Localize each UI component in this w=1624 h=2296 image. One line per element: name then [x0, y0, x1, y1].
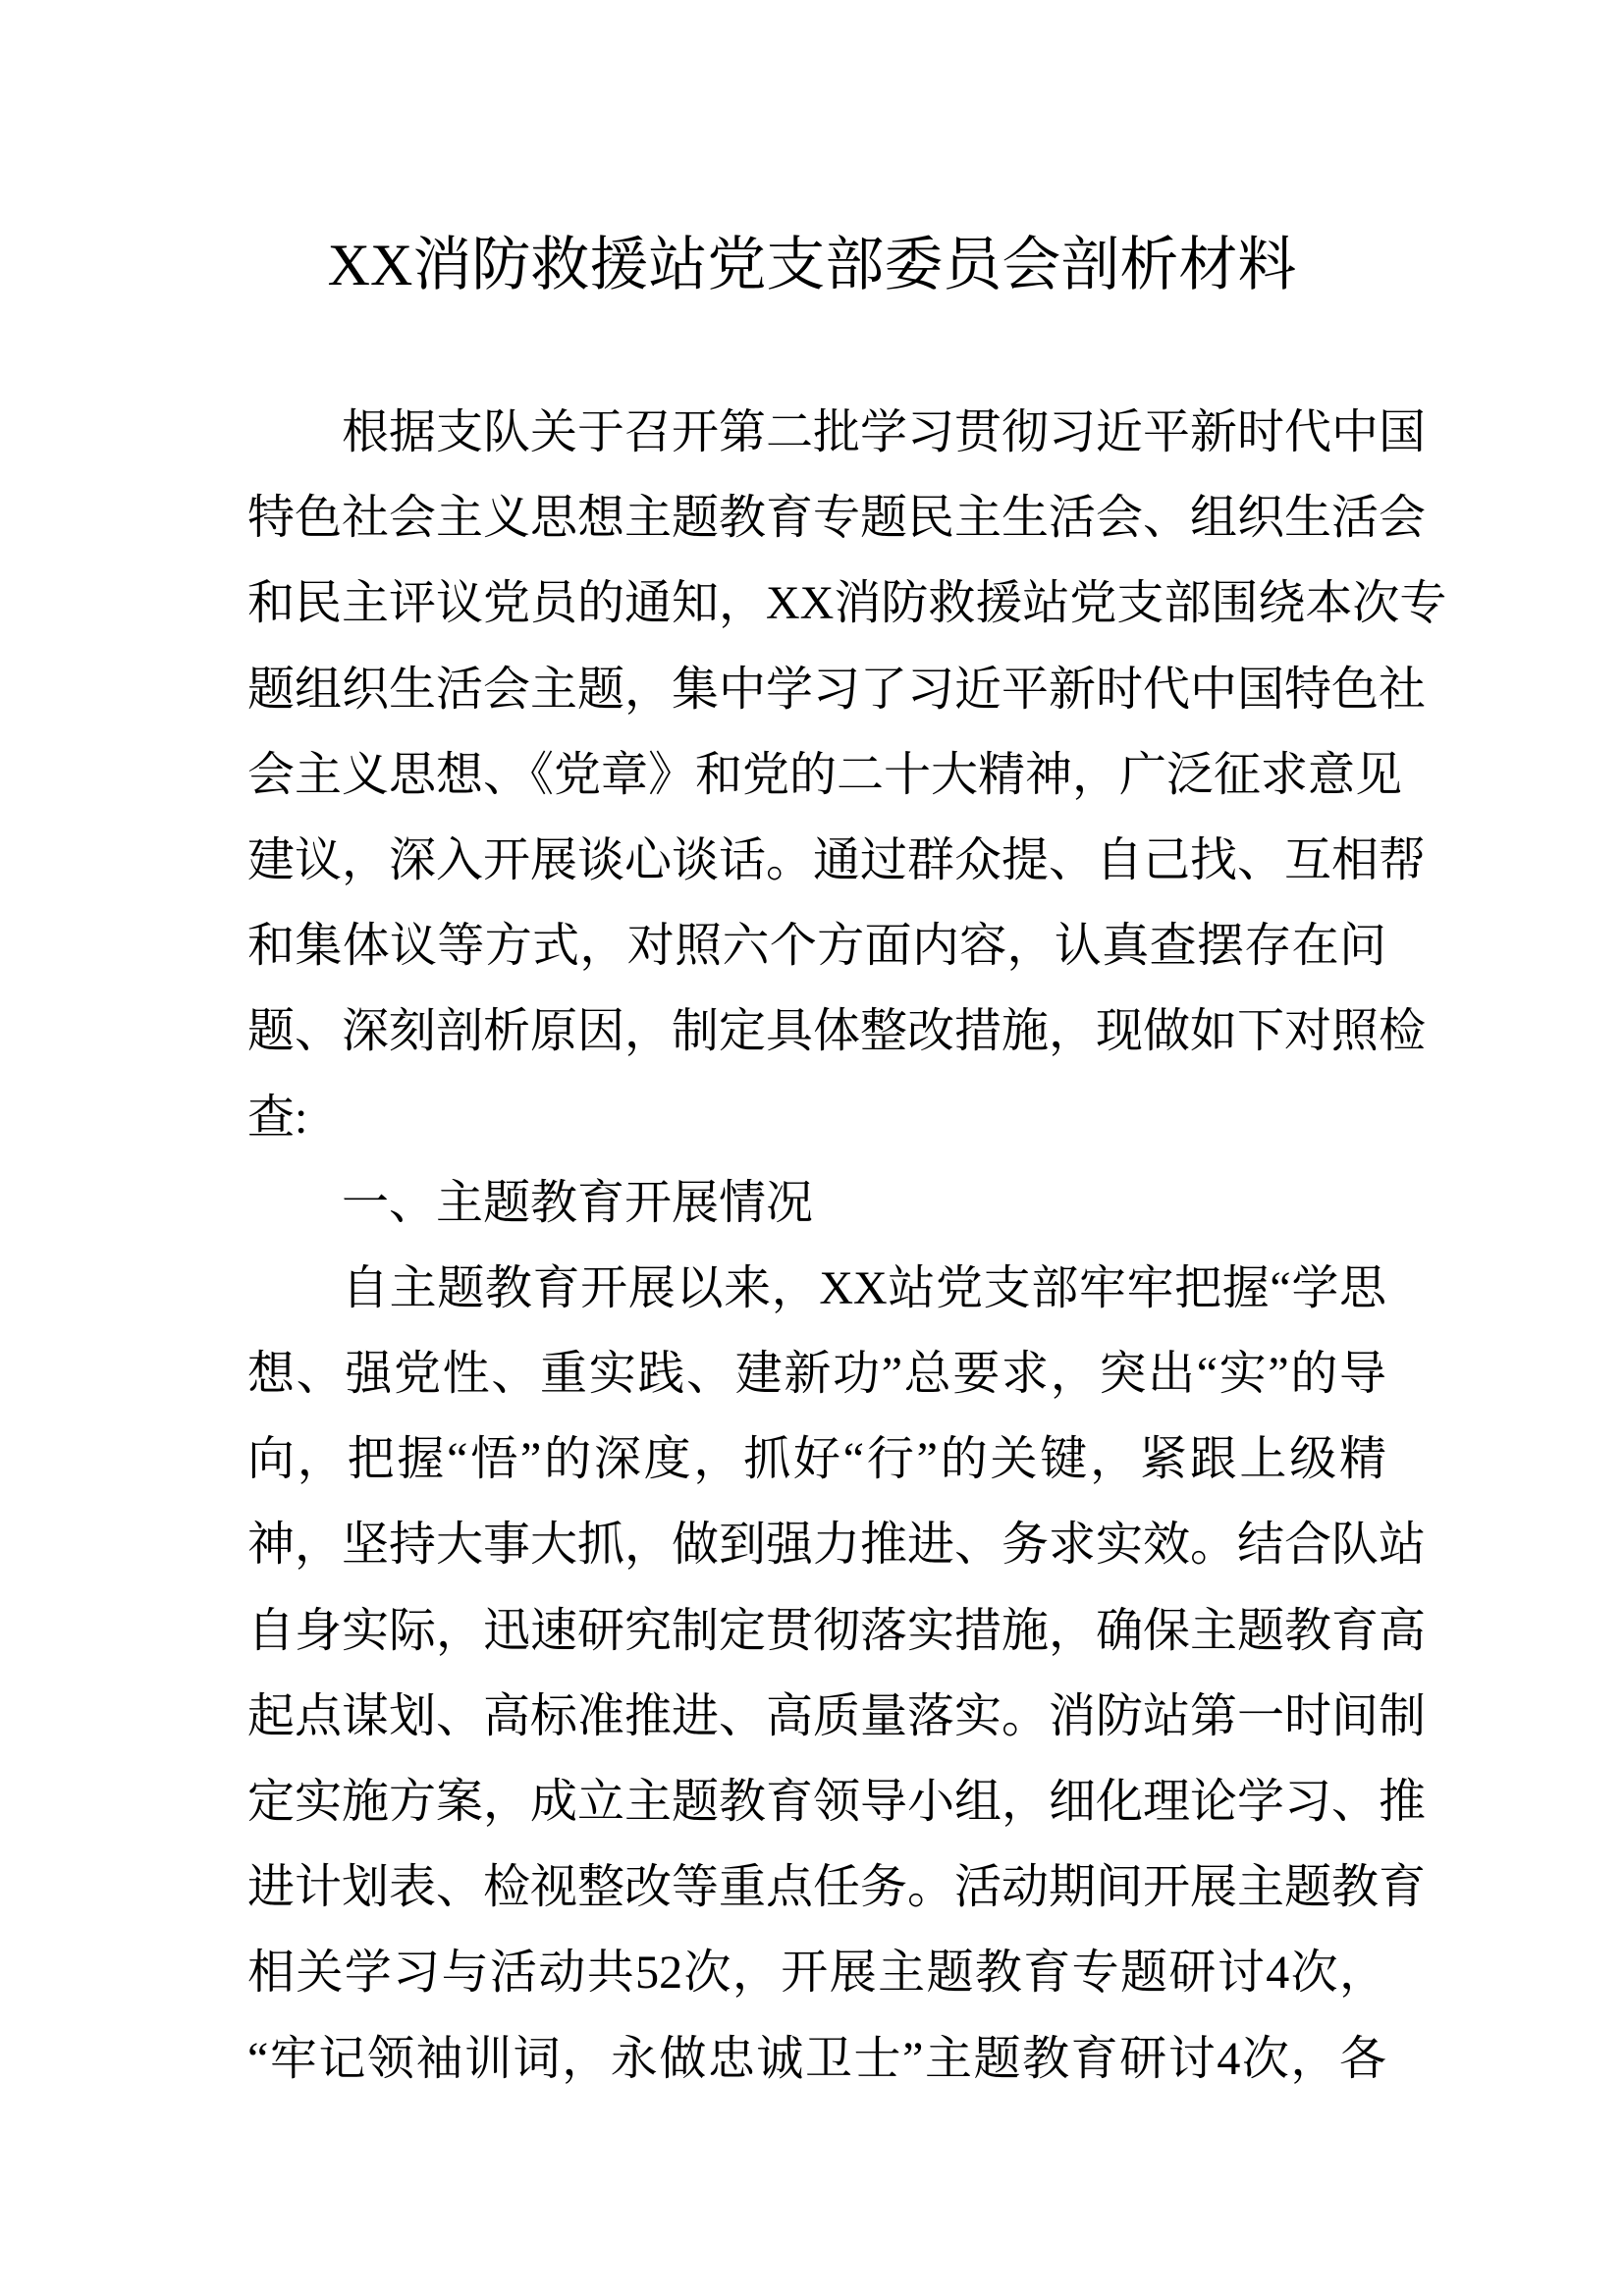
paragraph-line: 相关学习与活动共52次，开展主题教育专题研讨4次， — [247, 1947, 1386, 2000]
paragraph-line: 和集体议等方式，对照六个方面内容，认真查摆存在问 — [247, 920, 1386, 973]
paragraph-line: “牢记领袖训词，永做忠诚卫士”主题教育研讨4次，各 — [247, 2032, 1386, 2085]
paragraph-line: 根据支队关于召开第二批学习贯彻习近平新时代中国 — [342, 406, 1427, 458]
paragraph-line: 自身实际，迅速研究制定贯彻落实措施，确保主题教育高 — [247, 1604, 1427, 1657]
paragraph-line: 特色社会主义思想主题教育专题民主生活会、组织生活会 — [247, 492, 1427, 545]
paragraph-line: 会主义思想、《党章》和党的二十大精神，广泛征求意见 — [247, 748, 1403, 801]
paragraph-line: 建议，深入开展谈心谈话。通过群众提、自己找、互相帮 — [247, 833, 1427, 886]
paragraph-line: 题、深刻剖析原因，制定具体整改措施，现做如下对照检 — [247, 1005, 1427, 1058]
section-heading: 一、主题教育开展情况 — [342, 1176, 814, 1229]
paragraph-line: 题组织生活会主题，集中学习了习近平新时代中国特色社 — [247, 663, 1427, 716]
paragraph-line: 神，坚持大事大抓，做到强力推进、务求实效。结合队站 — [247, 1519, 1427, 1572]
paragraph-line: 向，把握“悟”的深度，抓好“行”的关键，紧跟上级精 — [247, 1433, 1386, 1486]
paragraph-line: 查: — [247, 1091, 308, 1144]
document-title: XX消防救援站党支部委员会剖析材料 — [327, 233, 1297, 297]
paragraph-line: 进计划表、检视整改等重点任务。活动期间开展主题教育 — [247, 1861, 1427, 1914]
paragraph-intro — [247, 390, 1447, 1160]
paragraph-section-1 — [247, 1246, 1427, 2102]
paragraph-line: 自主题教育开展以来，XX站党支部牢牢把握“学思 — [342, 1261, 1386, 1314]
paragraph-line: 和民主评议党员的通知，XX消防救援站党支部围绕本次专 — [247, 577, 1447, 630]
document-body — [247, 390, 1447, 2102]
paragraph-line: 想、强党性、重实践、建新功”总要求，突出“实”的导 — [247, 1348, 1386, 1401]
paragraph-line: 起点谋划、高标准推进、高质量落实。消防站第一时间制 — [247, 1689, 1427, 1742]
paragraph-line: 定实施方案，成立主题教育领导小组，细化理论学习、推 — [247, 1776, 1427, 1828]
